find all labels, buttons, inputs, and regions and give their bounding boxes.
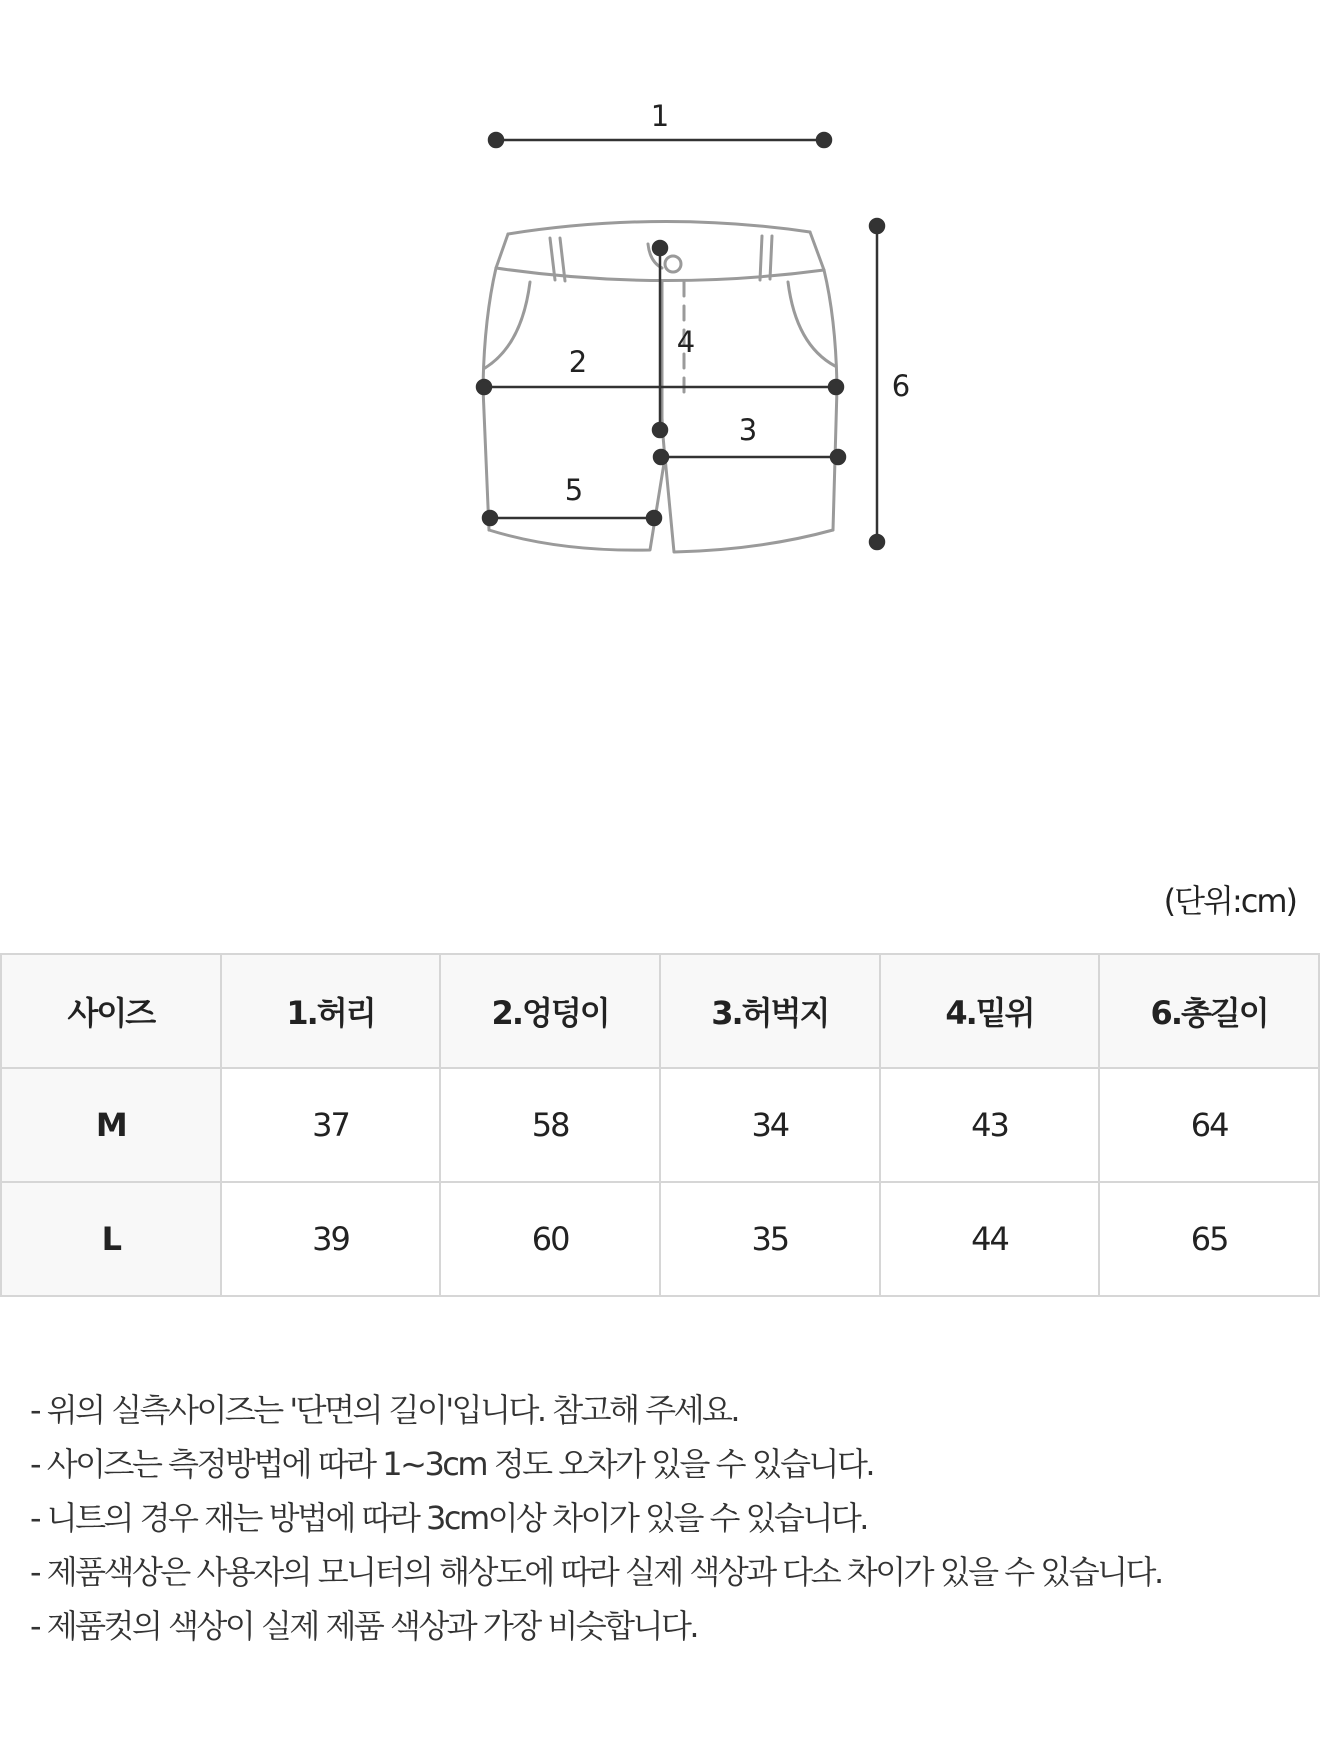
value-cell: 44 bbox=[880, 1182, 1100, 1296]
label-rise: 4 bbox=[676, 325, 696, 359]
size-cell: M bbox=[1, 1068, 221, 1182]
value-cell: 37 bbox=[221, 1068, 441, 1182]
label-waist: 1 bbox=[650, 99, 670, 133]
note-item: - 제품컷의 색상이 실제 제품 색상과 가장 비슷합니다. bbox=[30, 1599, 1162, 1653]
header-rise: 4.밑위 bbox=[880, 954, 1100, 1068]
label-thigh: 3 bbox=[738, 413, 758, 447]
table-row bbox=[1, 1182, 1319, 1296]
value-cell: 39 bbox=[221, 1182, 441, 1296]
label-hem: 5 bbox=[564, 473, 584, 507]
table-row bbox=[1, 1068, 1319, 1182]
header-total-length: 6.총길이 bbox=[1099, 954, 1319, 1068]
unit-label: (단위:cm) bbox=[1163, 882, 1296, 920]
note-item: - 사이즈는 측정방법에 따라 1~3cm 정도 오차가 있을 수 있습니다. bbox=[30, 1437, 1162, 1491]
value-cell: 35 bbox=[660, 1182, 880, 1296]
value-cell: 58 bbox=[440, 1068, 660, 1182]
value-cell: 43 bbox=[880, 1068, 1100, 1182]
size-table bbox=[0, 953, 1320, 1297]
header-hip: 2.엉덩이 bbox=[440, 954, 660, 1068]
note-item: - 위의 실측사이즈는 '단면의 길이'입니다. 참고해 주세요. bbox=[30, 1383, 1162, 1437]
value-cell: 65 bbox=[1099, 1182, 1319, 1296]
shorts-measurement-diagram bbox=[0, 0, 1320, 620]
value-cell: 60 bbox=[440, 1182, 660, 1296]
size-cell: L bbox=[1, 1182, 221, 1296]
header-thigh: 3.허벅지 bbox=[660, 954, 880, 1068]
note-item: - 제품색상은 사용자의 모니터의 해상도에 따라 실제 색상과 다소 차이가 있을 수 있습니다. bbox=[30, 1545, 1162, 1599]
label-total-length: 6 bbox=[891, 369, 911, 403]
value-cell: 64 bbox=[1099, 1068, 1319, 1182]
label-hip: 2 bbox=[568, 345, 588, 379]
note-item: - 니트의 경우 재는 방법에 따라 3cm이상 차이가 있을 수 있습니다. bbox=[30, 1491, 1162, 1545]
table-header-row bbox=[1, 954, 1319, 1068]
header-size: 사이즈 bbox=[1, 954, 221, 1068]
value-cell: 34 bbox=[660, 1068, 880, 1182]
notes-list bbox=[30, 1383, 1162, 1653]
header-waist: 1.허리 bbox=[221, 954, 441, 1068]
